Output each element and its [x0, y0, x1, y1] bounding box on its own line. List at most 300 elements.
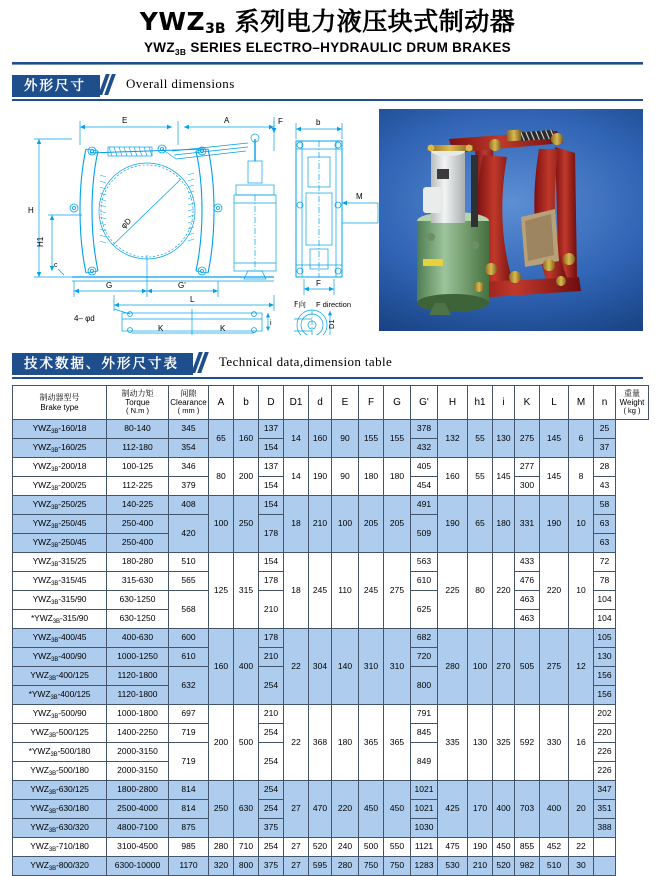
model-subscript: 3B	[50, 752, 58, 759]
table-row	[13, 705, 649, 724]
cell-A: 510	[169, 553, 209, 572]
cell-torque: 3100-4500	[107, 838, 169, 857]
cell-G: 245	[359, 553, 384, 629]
table-row	[13, 857, 649, 876]
col-header-en: D1	[289, 396, 303, 408]
cell-torque: 400-630	[107, 629, 169, 648]
model-subscript: 3B	[51, 467, 59, 474]
cell-type: $YWZ_{3B}-500/180$	[13, 762, 107, 781]
cell-H: 1021	[411, 781, 438, 800]
figure-row	[12, 105, 643, 343]
cell-weight: 28	[594, 458, 616, 477]
cell-b: 65	[209, 420, 234, 458]
cell-type: $YWZ_{3B}-250/45$	[13, 515, 107, 534]
cell-D1: 375	[259, 819, 284, 838]
cell-A: 875	[169, 819, 209, 838]
cell-D1: 154	[259, 439, 284, 458]
cell-M: 275	[540, 629, 569, 705]
cell-weight: 226	[594, 762, 616, 781]
table-row	[13, 458, 649, 477]
cell-D1: 375	[259, 857, 284, 876]
cell-H: 1030	[411, 819, 438, 838]
cell-torque: 2500-4000	[107, 800, 169, 819]
col-header-weight	[616, 386, 649, 420]
cell-H: 610	[411, 572, 438, 591]
cell-i: 65	[468, 496, 493, 553]
model-subscript: 3B	[51, 638, 59, 645]
cell-h1: 335	[438, 705, 468, 781]
cell-d: 27	[284, 838, 309, 857]
cell-type: $YWZ_{3B}-500/90$	[13, 705, 107, 724]
col-header-en: h1	[474, 396, 486, 408]
col-header-en: K	[523, 396, 531, 408]
cell-F: 90	[332, 458, 359, 496]
model-subscript: 3B	[51, 581, 59, 588]
dim-label-A: A	[224, 116, 230, 125]
cell-type: $YWZ_{3B}-630/320$	[13, 819, 107, 838]
col-header-unit: ( mm )	[177, 406, 200, 416]
model-subscript: 3B	[51, 543, 59, 550]
cell-b: 125	[209, 553, 234, 629]
model-subscript: 3B	[51, 448, 59, 455]
cell-H: 1021	[411, 800, 438, 819]
cell-A: 354	[169, 439, 209, 458]
model-subscript: 3B	[48, 847, 56, 854]
cell-H: 509	[411, 515, 438, 553]
product-photo-svg	[379, 109, 643, 331]
spec-table-body	[13, 420, 649, 876]
cell-D1: 254	[259, 838, 284, 857]
cell-H: 849	[411, 743, 438, 781]
col-header-d	[309, 386, 332, 420]
cell-type: $YWZ_{3B}-200/25$	[13, 477, 107, 496]
cell-L: 982	[515, 857, 540, 876]
cell-b: 160	[209, 629, 234, 705]
model-subscript: 3B	[51, 714, 59, 721]
model-subscript: 3B	[51, 562, 59, 569]
cell-torque: 1800-2800	[107, 781, 169, 800]
cell-type: $YWZ_{3B}-630/180$	[13, 800, 107, 819]
cell-weight: 72	[594, 553, 616, 572]
col-header-cn: 制动力矩	[121, 389, 154, 398]
cell-n: 6	[569, 420, 594, 458]
dim-label-K2: K	[220, 324, 226, 333]
col-header-h1	[468, 386, 493, 420]
cell-A: 632	[169, 667, 209, 705]
col-header-D	[259, 386, 284, 420]
cell-D1: 137	[259, 458, 284, 477]
dim-label-c: c	[54, 262, 58, 269]
cell-weight: 25	[594, 420, 616, 439]
cell-torque: 100-125	[107, 458, 169, 477]
cell-D: 315	[234, 553, 259, 629]
cell-K: 400	[493, 781, 515, 838]
cell-A: 814	[169, 781, 209, 800]
cell-torque: 6300-10000	[107, 857, 169, 876]
cell-torque: 140-225	[107, 496, 169, 515]
cell-K: 220	[493, 553, 515, 629]
col-header-L	[540, 386, 569, 420]
col-header-unit: ( N.m )	[126, 406, 149, 416]
cell-M: 400	[540, 781, 569, 838]
col-header-b	[234, 386, 259, 420]
cell-E: 190	[309, 458, 332, 496]
dim-label-F-side: F	[316, 279, 321, 288]
spec-table-wrap	[12, 385, 643, 876]
cell-K: 520	[493, 857, 515, 876]
cell-G: 155	[359, 420, 384, 458]
col-header-en: H	[448, 396, 457, 408]
col-header-A	[209, 386, 234, 420]
page-title-cn	[0, 8, 655, 36]
model-subscript: 3B	[48, 809, 56, 816]
cell-type: $YWZ_{3B}-400/90$	[13, 648, 107, 667]
cell-G: 750	[359, 857, 384, 876]
cell-L: 476	[515, 572, 540, 591]
title-cn-suffix: 系列电力液压块式制动器	[225, 7, 516, 36]
col-header-K	[515, 386, 540, 420]
cell-M: 145	[540, 458, 569, 496]
cell-i: 100	[468, 629, 493, 705]
title-en-subscript: 3B	[174, 47, 187, 57]
cell-F: 110	[332, 553, 359, 629]
cell-H: 720	[411, 648, 438, 667]
cell-type: $YWZ_{3B}-160/25$	[13, 439, 107, 458]
cell-A: 610	[169, 648, 209, 667]
title-cn-prefix: YWZ	[139, 7, 206, 36]
cell-E: 368	[309, 705, 332, 781]
cell-D1: 210	[259, 705, 284, 724]
cell-type: $YWZ_{3B}-200/18$	[13, 458, 107, 477]
cell-torque: 315-630	[107, 572, 169, 591]
cell-K: 450	[493, 838, 515, 857]
cell-G: 450	[359, 781, 384, 838]
cell-n: 16	[569, 705, 594, 781]
cell-H: 563	[411, 553, 438, 572]
cell-D: 500	[234, 705, 259, 781]
cell-K: 130	[493, 420, 515, 458]
banner-slash-decoration	[102, 74, 114, 95]
cell-H: 845	[411, 724, 438, 743]
cell-i: 55	[468, 420, 493, 458]
section-banner-overall-dimensions	[12, 75, 643, 101]
cell-L: 703	[515, 781, 540, 838]
cell-E: 470	[309, 781, 332, 838]
cell-L: 275	[515, 420, 540, 458]
page-title-en	[0, 40, 655, 55]
title-en-suffix: SERIES ELECTRO–HYDRAULIC DRUM BRAKES	[186, 40, 511, 55]
cell-type: $YWZ_{3B}-160/18$	[13, 420, 107, 439]
cell-type: $YWZ_{3B}-400/45$	[13, 629, 107, 648]
cell-G2: 365	[384, 705, 411, 781]
model-subscript: 3B	[48, 828, 56, 835]
cell-M: 330	[540, 705, 569, 781]
cell-weight: 104	[594, 591, 616, 610]
cell-torque: 2000-3150	[107, 762, 169, 781]
dim-label-L: L	[190, 295, 195, 304]
cell-weight: 63	[594, 515, 616, 534]
cell-H: 378	[411, 420, 438, 439]
title-en-prefix: YWZ	[143, 40, 175, 55]
dim-label-F-top: F	[278, 117, 283, 126]
cell-type: $YWZ_{3B}-800/320$	[13, 857, 107, 876]
cell-i: 170	[468, 781, 493, 838]
cell-n: 30	[569, 857, 594, 876]
cell-G: 500	[359, 838, 384, 857]
col-header-en: i	[502, 396, 505, 408]
col-header-en: A	[217, 396, 225, 408]
cell-G: 365	[359, 705, 384, 781]
cell-weight: 104	[594, 610, 616, 629]
col-header-cn: 间隙	[180, 389, 197, 398]
cell-type: $YWZ_{3B}-250/25$	[13, 496, 107, 515]
cell-D1: 178	[259, 629, 284, 648]
cell-D1: 154	[259, 496, 284, 515]
cell-G2: 310	[384, 629, 411, 705]
cell-d: 22	[284, 629, 309, 705]
cell-torque: 250-400	[107, 515, 169, 534]
cell-F: 140	[332, 629, 359, 705]
cell-i: 210	[468, 857, 493, 876]
cell-F: 100	[332, 496, 359, 553]
cell-torque: 4800-7100	[107, 819, 169, 838]
cell-H: 491	[411, 496, 438, 515]
cell-h1: 280	[438, 629, 468, 705]
cell-torque: 1000-1250	[107, 648, 169, 667]
cell-weight: 156	[594, 667, 616, 686]
cell-torque: 1120-1800	[107, 667, 169, 686]
col-header-en: Brake type	[40, 402, 79, 412]
model-subscript: 3B	[51, 486, 59, 493]
col-header-en: M	[576, 396, 586, 408]
cell-L: 505	[515, 629, 540, 705]
cell-D: 400	[234, 629, 259, 705]
table-row	[13, 496, 649, 515]
table-row	[13, 553, 649, 572]
col-header-en: F	[367, 396, 375, 408]
model-subscript: 3B	[51, 524, 59, 531]
col-header-type	[13, 386, 107, 420]
cell-d: 14	[284, 420, 309, 458]
cell-L: 463	[515, 610, 540, 629]
cell-n: 10	[569, 496, 594, 553]
cell-torque: 250-400	[107, 534, 169, 553]
cell-E: 595	[309, 857, 332, 876]
cell-A: 1170	[169, 857, 209, 876]
cell-H: 432	[411, 439, 438, 458]
cell-F: 280	[332, 857, 359, 876]
table-row	[13, 838, 649, 857]
cell-H: 1283	[411, 857, 438, 876]
cell-b: 280	[209, 838, 234, 857]
cell-F: 90	[332, 420, 359, 458]
col-header-D1	[284, 386, 309, 420]
section-label-en-2: Technical data,dimension table	[219, 353, 393, 369]
cell-D1: 254	[259, 667, 284, 705]
spec-table-header-row	[13, 386, 649, 420]
col-header-clearance	[169, 386, 209, 420]
cell-A: 565	[169, 572, 209, 591]
cell-D: 250	[234, 496, 259, 553]
view-note-en: F direction	[316, 300, 352, 309]
cell-L: 855	[515, 838, 540, 857]
cell-A: 814	[169, 800, 209, 819]
cell-K: 325	[493, 705, 515, 781]
cell-n: 10	[569, 553, 594, 629]
cell-b: 200	[209, 705, 234, 781]
model-subscript: 3B	[51, 505, 59, 512]
col-header-F	[359, 386, 384, 420]
cell-weight	[594, 857, 616, 876]
cell-weight: 351	[594, 800, 616, 819]
cell-type: $YWZ_{3B}-315/45$	[13, 572, 107, 591]
cell-G2: 550	[384, 838, 411, 857]
cell-weight: 156	[594, 686, 616, 705]
section-tag-cn-2: 技术数据、外形尺寸表	[12, 353, 193, 375]
cell-D1: 254	[259, 781, 284, 800]
cell-D: 160	[234, 420, 259, 458]
col-header-G2	[411, 386, 438, 420]
cell-torque: 630-1250	[107, 591, 169, 610]
cell-G2: 275	[384, 553, 411, 629]
cell-K: 270	[493, 629, 515, 705]
title-cn-subscript: 3B	[205, 21, 226, 37]
cell-n: 20	[569, 781, 594, 838]
cell-E: 245	[309, 553, 332, 629]
col-header-en: L	[551, 396, 557, 408]
cell-weight: 37	[594, 439, 616, 458]
cell-A: 985	[169, 838, 209, 857]
cell-d: 22	[284, 705, 309, 781]
cell-torque: 80-140	[107, 420, 169, 439]
cell-M: 452	[540, 838, 569, 857]
cell-torque: 2000-3150	[107, 743, 169, 762]
cell-K: 180	[493, 496, 515, 553]
drawing-svg	[12, 105, 384, 335]
cell-torque: 1400-2250	[107, 724, 169, 743]
cell-G: 180	[359, 458, 384, 496]
cell-F: 180	[332, 705, 359, 781]
cell-torque: 1120-1800	[107, 686, 169, 705]
cell-type: $YWZ_{3B}-250/45$	[13, 534, 107, 553]
section-label-en: Overall dimensions	[126, 75, 235, 91]
col-header-en: D	[267, 396, 275, 408]
cell-G2: 180	[384, 458, 411, 496]
col-header-en: n	[601, 396, 608, 408]
cell-D1: 178	[259, 572, 284, 591]
banner-underline	[12, 99, 643, 101]
cell-L: 433	[515, 553, 540, 572]
section-banner-technical-data	[12, 353, 643, 379]
cell-E: 520	[309, 838, 332, 857]
cell-type: $YWZ_{3B}-710/180$	[13, 838, 107, 857]
cell-type: $YWZ_{3B}-315/90$	[13, 591, 107, 610]
cell-weight: 202	[594, 705, 616, 724]
spec-table	[12, 385, 649, 876]
cell-d: 27	[284, 857, 309, 876]
col-header-en: d	[317, 396, 323, 408]
col-header-cn: 重量	[624, 389, 640, 398]
dim-label-H1: H1	[36, 236, 45, 247]
cell-type: $YWZ_{3B}-630/125$	[13, 781, 107, 800]
model-subscript: 3B	[51, 657, 59, 664]
cell-E: 304	[309, 629, 332, 705]
cell-H: 454	[411, 477, 438, 496]
cell-h1: 425	[438, 781, 468, 838]
cell-A: 379	[169, 477, 209, 496]
cell-H: 625	[411, 591, 438, 629]
cell-L: 463	[515, 591, 540, 610]
cell-n: 8	[569, 458, 594, 496]
model-subscript: 3B	[50, 695, 58, 702]
cell-type: $YWZ_{3B}-400/125$	[13, 667, 107, 686]
cell-i: 130	[468, 705, 493, 781]
cell-weight: 388	[594, 819, 616, 838]
cell-L: 592	[515, 705, 540, 781]
cell-h1: 475	[438, 838, 468, 857]
cell-b: 80	[209, 458, 234, 496]
cell-weight: 43	[594, 477, 616, 496]
col-header-cn: 制动器型号	[39, 393, 80, 403]
model-subscript: 3B	[48, 790, 56, 797]
cell-E: 210	[309, 496, 332, 553]
view-note-cn: F向	[294, 300, 306, 309]
dim-label-H: H	[28, 206, 34, 215]
dim-label-E: E	[122, 116, 128, 125]
cell-A: 697	[169, 705, 209, 724]
cell-b: 100	[209, 496, 234, 553]
cell-E: 160	[309, 420, 332, 458]
cell-M: 190	[540, 496, 569, 553]
cell-F: 240	[332, 838, 359, 857]
title-divider-rule	[12, 62, 643, 65]
section-tag-cn: 外形尺寸	[12, 75, 100, 97]
cell-h1: 225	[438, 553, 468, 629]
dim-label-D1: D1	[327, 319, 336, 329]
cell-D1: 210	[259, 648, 284, 667]
cell-D: 200	[234, 458, 259, 496]
col-header-en: Torque	[125, 398, 150, 408]
col-header-torque	[107, 386, 169, 420]
cell-h1: 132	[438, 420, 468, 458]
model-subscript: 3B	[48, 866, 56, 873]
cell-d: 14	[284, 458, 309, 496]
cell-weight: 78	[594, 572, 616, 591]
model-subscript: 3B	[51, 600, 59, 607]
cell-G2: 750	[384, 857, 411, 876]
dim-label-K1: K	[158, 324, 164, 333]
product-photo	[379, 109, 643, 331]
cell-type: $*YWZ_{3B}-315/90$	[13, 610, 107, 629]
cell-d: 18	[284, 553, 309, 629]
cell-D: 800	[234, 857, 259, 876]
cell-A: 420	[169, 515, 209, 553]
table-row	[13, 420, 649, 439]
cell-weight: 105	[594, 629, 616, 648]
cell-F: 220	[332, 781, 359, 838]
technical-drawing	[12, 105, 384, 335]
banner-underline-2	[12, 377, 643, 379]
cell-H: 800	[411, 667, 438, 705]
model-subscript: 3B	[51, 429, 59, 436]
cell-D1: 254	[259, 743, 284, 781]
cell-H: 791	[411, 705, 438, 724]
cell-K: 145	[493, 458, 515, 496]
cell-H: 405	[411, 458, 438, 477]
col-header-en: G	[393, 396, 401, 408]
model-subscript: 3B	[48, 676, 56, 683]
cell-weight: 58	[594, 496, 616, 515]
